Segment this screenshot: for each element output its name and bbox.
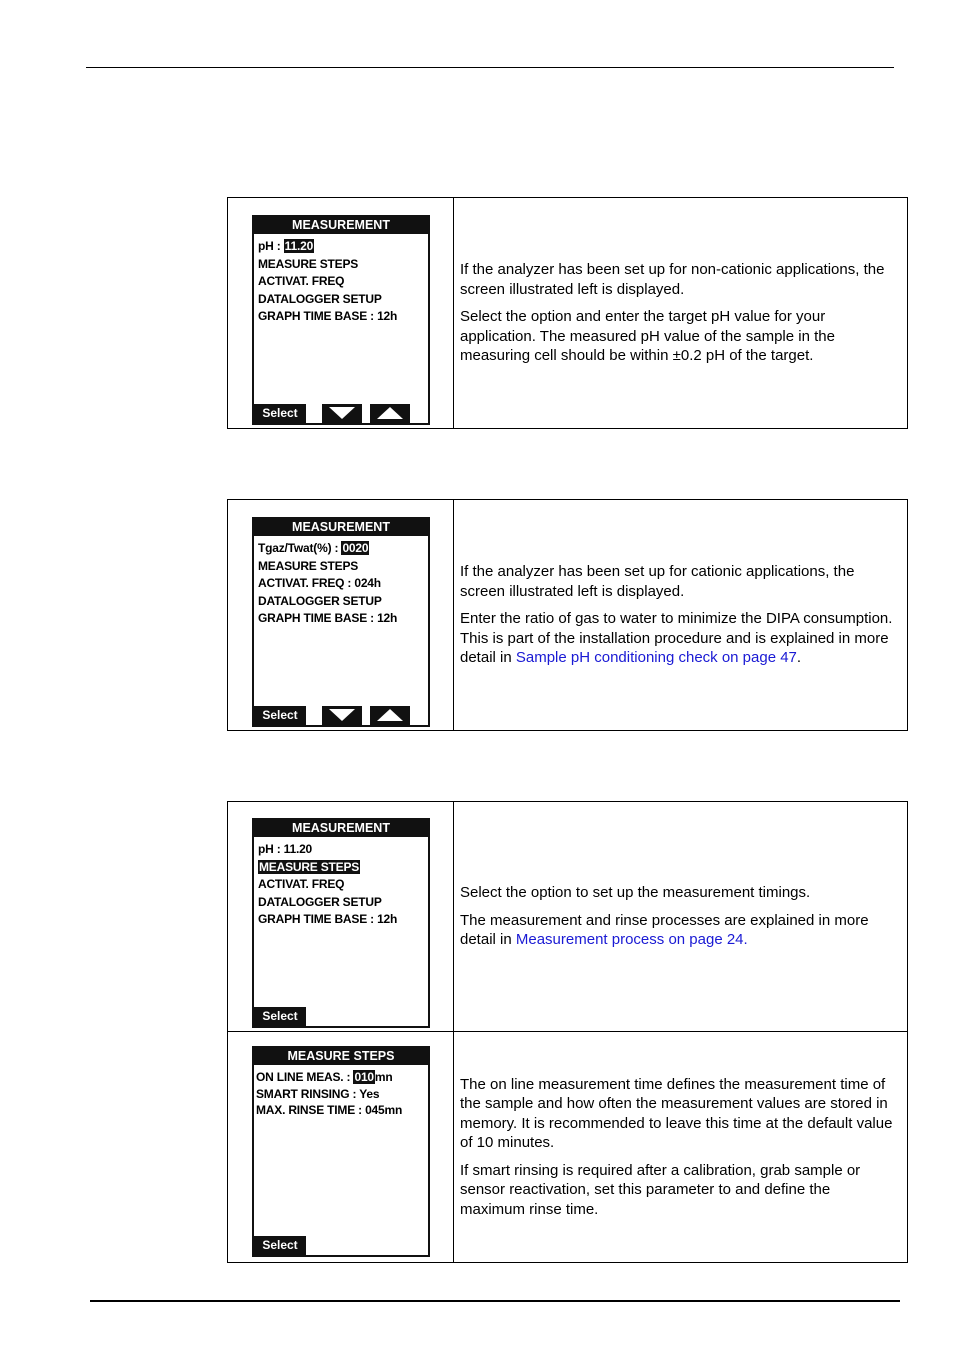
screen-cell [228, 500, 454, 730]
highlighted-value: 010 [354, 1070, 374, 1084]
screen-title: MEASUREMENT [254, 820, 428, 837]
screen-footer [254, 1236, 428, 1255]
screen-cell [228, 198, 454, 428]
screen-line-measure-steps[interactable]: MEASURE STEPS [258, 558, 359, 573]
screen-line-activat-freq[interactable]: ACTIVAT. FREQ [258, 877, 345, 891]
screen-title: MEASUREMENT [254, 217, 428, 234]
lcd-screen [252, 215, 430, 425]
screen-line-gas-water-ratio[interactable]: Tgaz/Twat(%) : 0020 [258, 541, 369, 555]
screen-line-activat-freq[interactable]: ACTIVAT. FREQ [258, 274, 345, 288]
description-cell [454, 802, 907, 1031]
paragraph: If smart rinsing is required after a calibration, grab sample or sensor reactivation, set this parameter to and define the maximum rinse time. [460, 1161, 861, 1218]
paragraph: Enter the ratio of gas to water to minimize the DIPA consumption. This is part of the installation procedure and is explained in more detail in Sample pH conditioning check on page 47. [460, 610, 893, 667]
screen-footer [254, 706, 428, 725]
select-button[interactable]: Select [254, 1236, 306, 1255]
cross-reference-link[interactable]: Measurement process on page 24. [515, 931, 748, 949]
table-gas-water-ratio [227, 499, 908, 731]
table-row [228, 500, 907, 730]
lcd-screen [252, 1046, 430, 1257]
screen-line-smart-rinsing[interactable]: SMART RINSING : Yes [256, 1086, 380, 1101]
screen-cell [228, 1032, 454, 1262]
screen-line-on-line-meas[interactable]: ON LINE MEAS. : 010mn [256, 1070, 393, 1084]
up-arrow-icon [376, 708, 404, 722]
screen-title: MEASURE STEPS [254, 1048, 428, 1065]
paragraph: The measurement and rinse processes are explained in more detail in Measurement process on page 24. [460, 911, 869, 949]
screen-line-graph-time-base[interactable]: GRAPH TIME BASE : 12h [258, 309, 398, 323]
select-button[interactable]: Select [254, 1007, 306, 1026]
screen-line-graph-time-base[interactable]: GRAPH TIME BASE : 12h [258, 912, 398, 926]
select-button[interactable]: Select [254, 706, 306, 725]
highlighted-value: 11.20 [284, 239, 314, 253]
down-arrow-icon [328, 708, 356, 722]
down-arrow-icon [328, 406, 356, 420]
screen-footer [254, 404, 428, 423]
paragraph: Select the option and enter the target pH value for your application. The measured pH value of the sample in the measuring cell should be within ±0.2 pH of the target. [460, 308, 835, 365]
description-cell [454, 198, 907, 428]
table-measure-steps [227, 801, 908, 1263]
screen-line-max-rinse-time[interactable]: MAX. RINSE TIME : 045mn [256, 1103, 403, 1117]
down-arrow-button[interactable] [322, 706, 362, 725]
screen-cell [228, 802, 454, 1031]
screen-footer [254, 1007, 428, 1026]
screen-line-datalogger-setup[interactable]: DATALOGGER SETUP [258, 593, 382, 608]
footer-rule [90, 1300, 900, 1302]
cross-reference-link[interactable]: Sample pH conditioning check on page 47 [515, 649, 797, 667]
screen-line-measure-steps[interactable]: MEASURE STEPS [258, 256, 359, 271]
down-arrow-button[interactable] [322, 404, 362, 423]
up-arrow-button[interactable] [370, 404, 410, 423]
screen-line-ph[interactable]: pH : 11.20 [258, 239, 314, 253]
table-ph-setup [227, 197, 908, 429]
select-button[interactable]: Select [254, 404, 306, 423]
up-arrow-button[interactable] [370, 706, 410, 725]
highlighted-value: 0020 [342, 541, 369, 555]
description-cell [454, 500, 907, 730]
paragraph: Select the option to set up the measurement timings. [460, 884, 811, 902]
header-rule [86, 67, 894, 68]
up-arrow-icon [376, 406, 404, 420]
screen-title: MEASUREMENT [254, 519, 428, 536]
paragraph: If the analyzer has been set up for cationic applications, the screen illustrated left is displayed. [460, 563, 855, 600]
lcd-screen [252, 818, 430, 1028]
table-row [228, 1031, 907, 1262]
screen-line-ph[interactable]: pH : 11.20 [258, 842, 313, 856]
paragraph: If the analyzer has been set up for non-cationic applications, the screen illustrated left is displayed. [460, 261, 885, 298]
screen-line-datalogger-setup[interactable]: DATALOGGER SETUP [258, 894, 382, 909]
paragraph: The on line measurement time defines the measurement time of the sample and how often the measurement values are stored in memory. It is recommended to leave this time at the default value of 10 minutes. [460, 1075, 893, 1152]
screen-line-measure-steps[interactable] [258, 859, 424, 877]
screen-line-datalogger-setup[interactable]: DATALOGGER SETUP [258, 291, 382, 306]
highlighted-option: MEASURE STEPS [259, 859, 360, 874]
lcd-screen [252, 517, 430, 727]
table-row [228, 198, 907, 428]
table-row [228, 802, 907, 1031]
description-cell [454, 1032, 907, 1262]
screen-line-graph-time-base[interactable]: GRAPH TIME BASE : 12h [258, 611, 398, 625]
screen-line-activat-freq[interactable]: ACTIVAT. FREQ : 024h [258, 576, 381, 590]
